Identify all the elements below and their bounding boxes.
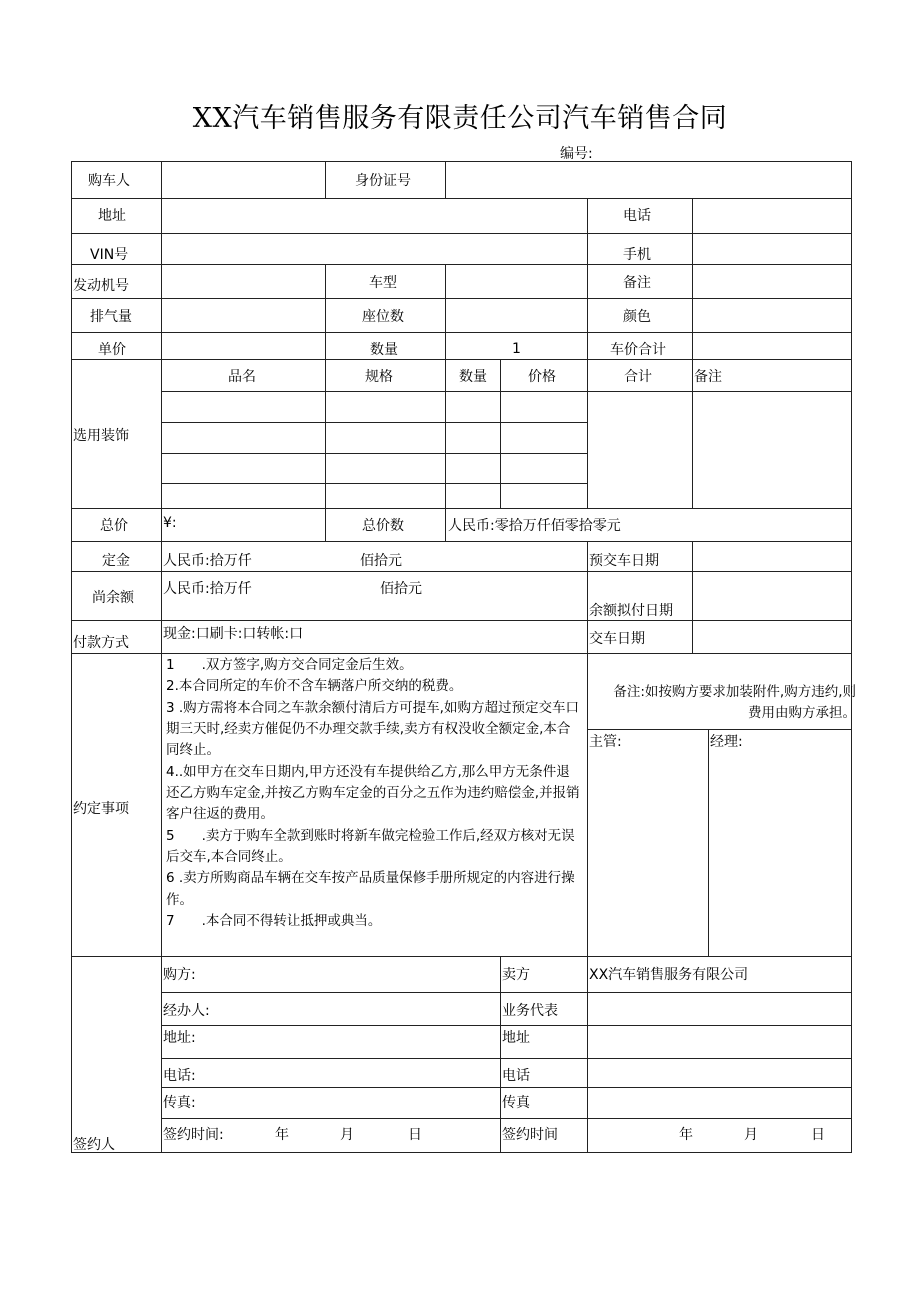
model-label: 车型 xyxy=(369,275,397,291)
engine-value-cell[interactable] xyxy=(161,264,326,299)
sign-handler-cell[interactable] xyxy=(161,992,501,1026)
address-value-cell[interactable] xyxy=(161,198,588,234)
manager-cell[interactable] xyxy=(708,729,852,957)
unit-price-value-cell[interactable] xyxy=(161,332,326,360)
sign-rep-label: 业务代表 xyxy=(502,1003,558,1019)
sign-time-buyer-label: 签约时间: xyxy=(163,1127,224,1143)
seats-label: 座位数 xyxy=(362,309,404,325)
buyer-value-cell[interactable] xyxy=(161,161,326,199)
sign-addr-buyer-cell[interactable] xyxy=(161,1025,501,1059)
decor-row-4-qty[interactable] xyxy=(445,483,501,509)
decor-row-1-price[interactable] xyxy=(500,391,588,423)
displacement-value-cell[interactable] xyxy=(161,298,326,333)
balance-value-a: 人民币:拾万仟 xyxy=(163,581,252,597)
phone-value-cell[interactable] xyxy=(692,198,852,234)
delivery-value-cell[interactable] xyxy=(692,620,852,654)
delivery-est-value-cell[interactable] xyxy=(692,541,852,572)
sign-time-seller-month: 月 xyxy=(744,1127,758,1143)
deposit-label: 定金 xyxy=(102,553,130,569)
vin-label: VIN号 xyxy=(90,247,129,263)
decor-header-remark: 备注 xyxy=(694,369,722,385)
term-item-2: 2.本合同所定的车价不含车辆落户所交纳的税费。 xyxy=(166,678,463,695)
decor-row-3-name[interactable] xyxy=(161,453,326,484)
unit-price-label: 单价 xyxy=(98,342,126,358)
total-value-cell[interactable] xyxy=(161,508,326,542)
displacement-label: 排气量 xyxy=(90,309,132,325)
decor-header-price: 价格 xyxy=(528,369,556,385)
sign-fax-seller-label: 传真 xyxy=(502,1095,530,1111)
id-number-label: 身份证号 xyxy=(355,173,411,189)
quantity-label: 数量 xyxy=(370,342,398,358)
total-words-value: 人民币:零拾万仟佰零拾零元 xyxy=(448,518,621,534)
decor-row-1-qty[interactable] xyxy=(445,391,501,423)
terms-label: 约定事项 xyxy=(73,801,129,817)
address-label: 地址 xyxy=(98,208,126,224)
decor-header-spec: 规格 xyxy=(365,369,393,385)
supervisor-cell[interactable] xyxy=(587,729,709,957)
sign-phone-seller-label: 电话 xyxy=(502,1068,530,1084)
sign-time-buyer-month: 月 xyxy=(340,1127,354,1143)
signing-label: 签约人 xyxy=(73,1137,115,1153)
sign-seller-name: XX汽车销售服务有限公司 xyxy=(589,967,749,983)
color-label: 颜色 xyxy=(623,309,651,325)
balance-due-label: 余额拟付日期 xyxy=(589,603,673,619)
car-total-label: 车价合计 xyxy=(610,342,666,358)
decor-row-2-price[interactable] xyxy=(500,422,588,454)
decor-row-3-spec[interactable] xyxy=(325,453,446,484)
signing-label-cell xyxy=(71,956,162,1153)
decor-row-3-price[interactable] xyxy=(500,453,588,484)
sign-time-seller-label: 签约时间 xyxy=(502,1127,558,1143)
manager-label: 经理: xyxy=(710,734,743,750)
id-number-value-cell[interactable] xyxy=(445,161,852,199)
terms-note: 备注:如按购方要求加装附件,购方违约,则费用由购方承担。 xyxy=(613,684,856,721)
buyer-label: 购车人 xyxy=(88,173,130,189)
decor-row-2-name[interactable] xyxy=(161,422,326,454)
seats-value-cell[interactable] xyxy=(445,298,588,333)
decor-header-total: 合计 xyxy=(624,369,652,385)
sign-time-seller-day: 日 xyxy=(811,1127,825,1143)
term-item-4: 4..如甲方在交车日期内,甲方还没有车提供给乙方,那么甲方无条件退还乙方购车定金,并按乙方购车定金的百分之五作为违约赔偿金,并报销客户往返的费用。 xyxy=(166,763,580,823)
delivery-label: 交车日期 xyxy=(589,631,645,647)
sign-time-buyer-day: 日 xyxy=(408,1127,422,1143)
total-label: 总价 xyxy=(100,518,128,534)
vin-value-cell[interactable] xyxy=(161,233,588,265)
term-item-6: 6 .卖方所购商品车辆在交车按产品质量保修手册所规定的内容进行操作。 xyxy=(166,870,575,908)
decor-row-1-spec[interactable] xyxy=(325,391,446,423)
car-total-value-cell[interactable] xyxy=(692,332,852,360)
model-value-cell[interactable] xyxy=(445,264,588,299)
decor-label: 选用装饰 xyxy=(73,428,129,444)
sign-fax-buyer-label: 传真: xyxy=(163,1095,196,1111)
decor-row-4-name[interactable] xyxy=(161,483,326,509)
decor-row-2-qty[interactable] xyxy=(445,422,501,454)
delivery-est-label: 预交车日期 xyxy=(589,553,659,569)
sign-phone-buyer-label: 电话: xyxy=(163,1068,196,1084)
sign-time-buyer-year: 年 xyxy=(275,1127,289,1143)
quantity-value: 1 xyxy=(512,341,521,357)
term-item-5: 5 .卖方于购车全款到账时将新车做完检验工作后,经双方核对无误后交车,本合同终止。 xyxy=(166,827,575,865)
balance-label: 尚余额 xyxy=(92,590,134,606)
decor-total-value-cell[interactable] xyxy=(587,391,693,509)
deposit-value-b: 佰拾元 xyxy=(360,553,402,569)
decor-row-1-name[interactable] xyxy=(161,391,326,423)
total-value: ¥: xyxy=(163,515,177,531)
deposit-value-a: 人民币:拾万仟 xyxy=(163,553,252,569)
mobile-label: 手机 xyxy=(623,247,651,263)
decor-row-4-price[interactable] xyxy=(500,483,588,509)
balance-due-value-cell[interactable] xyxy=(692,571,852,621)
decor-row-4-spec[interactable] xyxy=(325,483,446,509)
decor-row-2-spec[interactable] xyxy=(325,422,446,454)
contract-title: XX汽车销售服务有限责任公司汽车销售合同 xyxy=(192,103,728,134)
balance-value-b: 佰拾元 xyxy=(380,581,422,597)
sign-addr-seller-value-cell[interactable] xyxy=(587,1025,852,1059)
sign-buyer-label: 购方: xyxy=(163,967,196,983)
serial-number-label: 编号: xyxy=(560,146,593,162)
payment-value: 现金:口刷卡:口转帐:口 xyxy=(163,626,304,642)
decor-remark-value-cell[interactable] xyxy=(692,391,852,509)
remark-value-cell[interactable] xyxy=(692,264,852,299)
term-item-3: 3 .购方需将本合同之车款余额付清后方可提车,如购方超过预定交车口期三天时,经卖方催促仍不办理交款手续,卖方有权没收全额定金,本合同终止。 xyxy=(166,699,579,759)
total-words-label: 总价数 xyxy=(362,518,404,534)
mobile-value-cell[interactable] xyxy=(692,233,852,265)
sign-addr-buyer-label: 地址: xyxy=(163,1030,196,1046)
sign-rep-value-cell[interactable] xyxy=(587,992,852,1026)
color-value-cell[interactable] xyxy=(692,298,852,333)
sign-time-seller-year: 年 xyxy=(679,1127,693,1143)
sign-fax-seller-value-cell[interactable] xyxy=(587,1087,852,1119)
sign-phone-seller-value-cell[interactable] xyxy=(587,1058,852,1088)
decor-header-name: 品名 xyxy=(228,369,256,385)
remark-label: 备注 xyxy=(623,275,651,291)
sign-addr-seller-label: 地址 xyxy=(502,1030,530,1046)
term-item-1: 1 .双方签字,购方交合同定金后生效。 xyxy=(166,657,413,673)
supervisor-label: 主管: xyxy=(589,734,622,750)
engine-label: 发动机号 xyxy=(73,278,129,294)
sign-seller-label: 卖方 xyxy=(502,967,530,983)
payment-label: 付款方式 xyxy=(73,635,129,651)
term-item-7: 7 .本合同不得转让抵押或典当。 xyxy=(166,912,382,929)
sign-phone-buyer-cell[interactable] xyxy=(161,1058,501,1088)
terms-list xyxy=(161,653,588,957)
sign-buyer-cell[interactable] xyxy=(161,956,501,993)
phone-label: 电话 xyxy=(623,208,651,224)
sign-fax-buyer-cell[interactable] xyxy=(161,1087,501,1119)
decor-row-3-qty[interactable] xyxy=(445,453,501,484)
decor-header-qty: 数量 xyxy=(459,369,487,385)
sign-handler-label: 经办人: xyxy=(163,1003,210,1019)
